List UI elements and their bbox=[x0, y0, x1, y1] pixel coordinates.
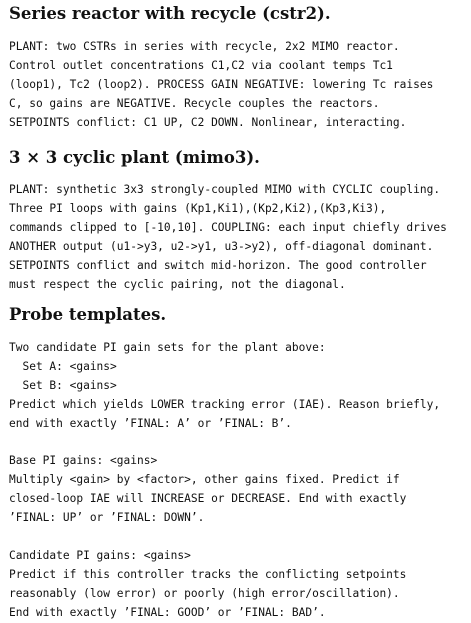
section-body-cstr2: PLANT: two CSTRs in series with recycle, 2x2 MIMO reactor. Control outlet concentrations C1,C2 via coolant temps Tc1 (loop1), Tc2 (loop2). PROCESS GAIN NEGATIVE: lowering Tc raises C, so gains are NEGATIVE. Recycle couples the reactors. SETPOINTS conflict: C1 UP, C2 DOWN. Nonlinear, interacting. bbox=[9, 40, 434, 129]
section-body-mimo3: PLANT: synthetic 3x3 strongly-coupled MIMO with CYCLIC coupling. Three PI loops with gains (Kp1,Ki1),(Kp2,Ki2),(Kp3,Ki3), commands clipped to [-10,10]. COUPLING: each input chiefly drives ANOTHER output (u1->y3, u2->y1, u3->y2), off-diagonal dominant. SETPOINTS conflict and switch mid-horizon. The good controller must respect the cyclic pairing, not the diagonal. bbox=[9, 183, 447, 291]
section-heading-mimo3: 3 × 3 cyclic plant (mimo3). bbox=[9, 148, 260, 167]
section-heading-cstr2: Series reactor with recycle (cstr2). bbox=[9, 4, 331, 23]
section-heading-probe-templates: Probe templates. bbox=[9, 305, 167, 324]
section-body-probe-templates: Two candidate PI gain sets for the plant above: Set A: <gains> Set B: <gains> Predict which yields LOWER tracking error (IAE). Reason briefly, end with exactly ’FINAL: A’ or ’FINAL: B’. Base PI gains: <gains> Multiply <gain> by <factor>, other gains fixed. Predict if closed-loop IAE will INCREASE or DECREASE. End with exactly ’FINAL: UP’ or ’FINAL: DOWN’. Candidate PI gains: <gains> Predict if this controller tracks the conflicting setpoints reasonably (low error) or poorly (high error/oscillation). End with exactly ’FINAL: GOOD’ or ’FINAL: BAD’. bbox=[9, 341, 441, 619]
